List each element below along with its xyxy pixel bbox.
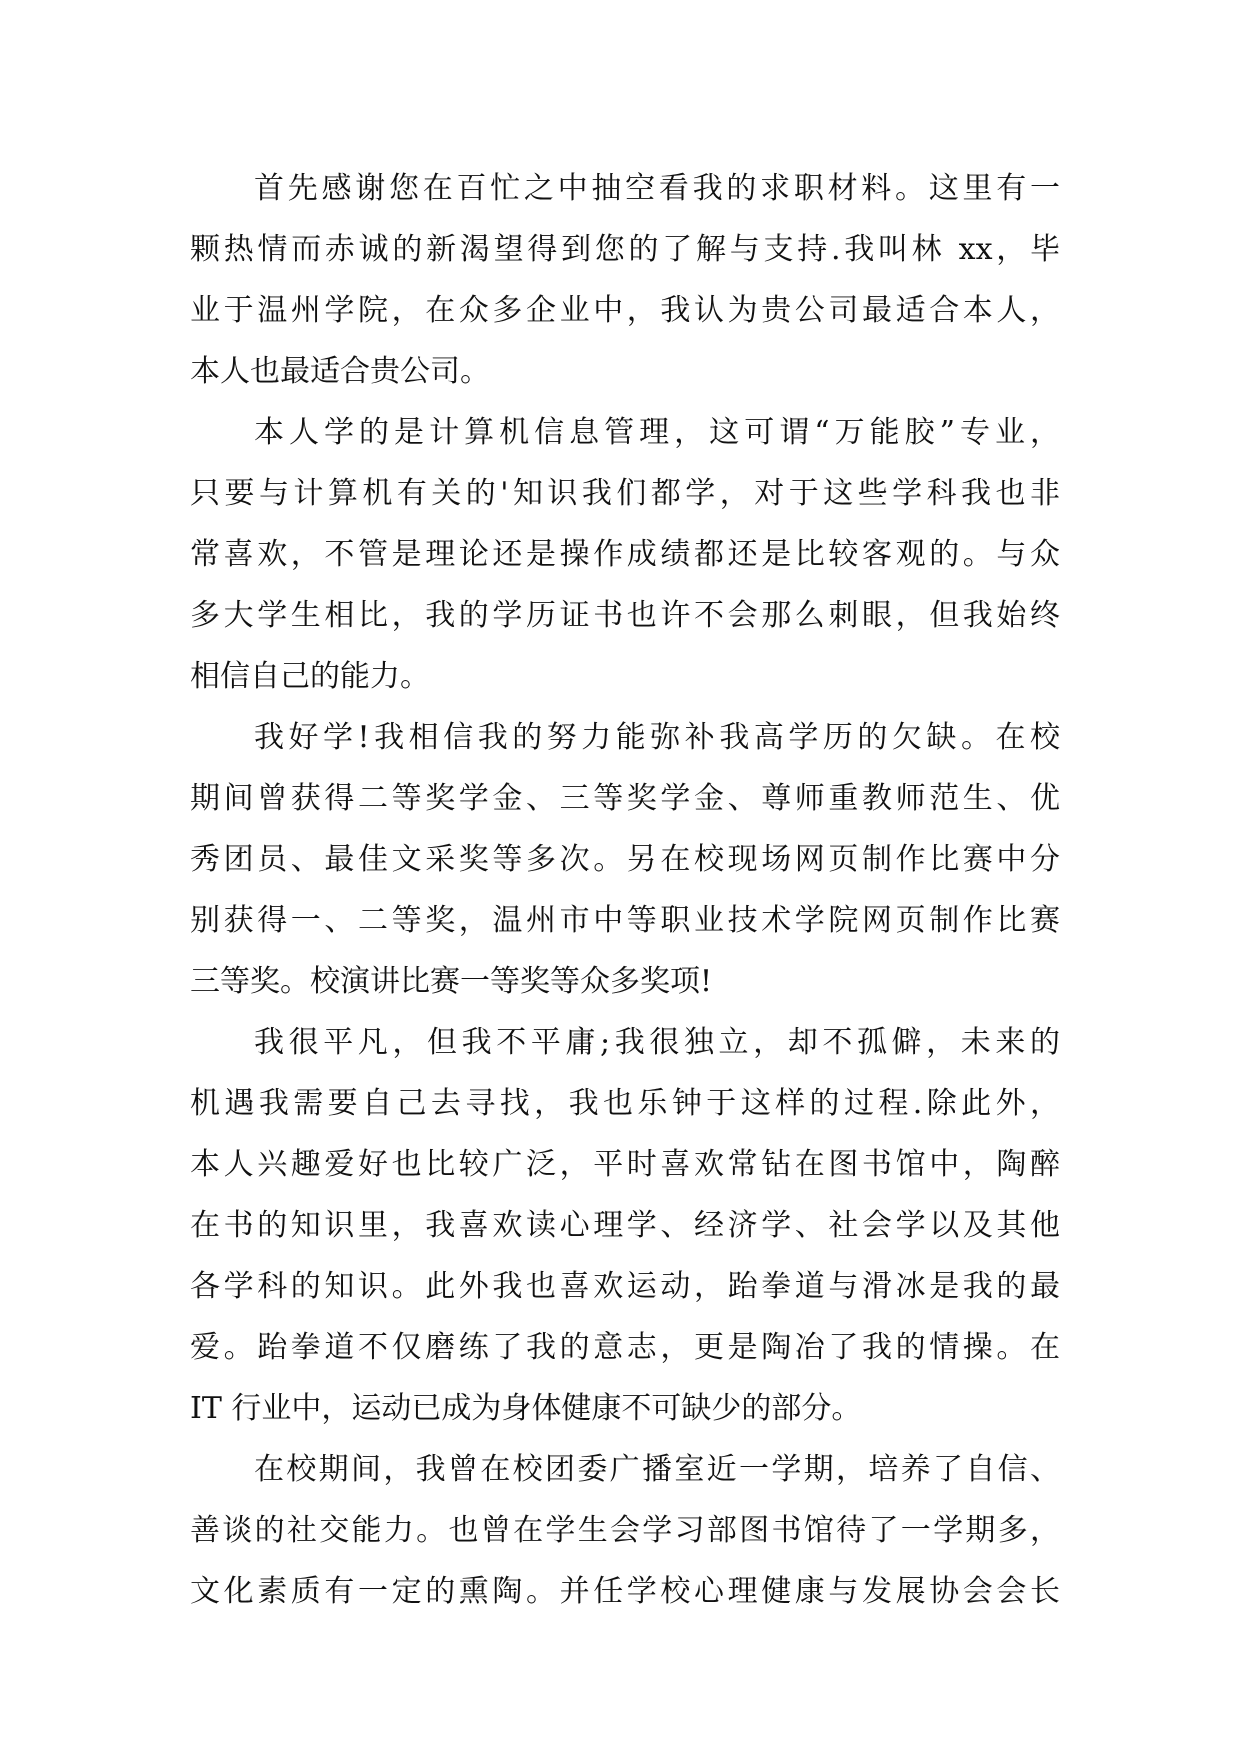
paragraph-1-line-2: 颗热情而赤诚的新渴望得到您的了解与支持.我叫林 xx，毕 [190,232,1060,267]
paragraph-4-line-4: 在书的知识里，我喜欢读心理学、经济学、社会学以及其他 [190,1208,1060,1243]
paragraph-3-line-3: 秀团员、最佳文采奖等多次。另在校现场网页制作比赛中分 [190,842,1060,877]
paragraph-4-line-6: 爱。跆拳道不仅磨练了我的意志，更是陶冶了我的情操。在 [190,1330,1060,1365]
paragraph-3-line-5: 三等奖。校演讲比赛一等奖等众多奖项! [190,964,713,999]
paragraph-1-line-3: 业于温州学院，在众多企业中，我认为贵公司最适合本人， [190,293,1060,328]
cover-letter-body [190,158,1060,1622]
paragraph-3-line-2: 期间曾获得二等奖学金、三等奖学金、尊师重教师范生、优 [190,781,1060,816]
paragraph-4-line-3: 本人兴趣爱好也比较广泛，平时喜欢常钻在图书馆中，陶醉 [190,1147,1060,1182]
paragraph-4-line-7: IT 行业中，运动已成为身体健康不可缺少的部分。 [190,1391,862,1426]
paragraph-5-line-1: 在校期间，我曾在校团委广播室近一学期，培养了自信、 [254,1452,1060,1487]
paragraph-2-line-4: 多大学生相比，我的学历证书也许不会那么刺眼，但我始终 [190,598,1060,633]
paragraph-2-line-5: 相信自己的能力。 [190,659,430,694]
paragraph-4-line-2: 机遇我需要自己去寻找，我也乐钟于这样的过程.除此外， [190,1086,1060,1121]
paragraph-1-line-4: 本人也最适合贵公司。 [190,354,490,389]
paragraph-5-line-2: 善谈的社交能力。也曾在学生会学习部图书馆待了一学期多， [190,1513,1060,1548]
paragraph-2-line-3: 常喜欢，不管是理论还是操作成绩都还是比较客观的。与众 [190,537,1060,572]
paragraph-2-line-1: 本人学的是计算机信息管理，这可谓“万能胶”专业， [254,415,1060,450]
paragraph-5-line-3: 文化素质有一定的熏陶。并任学校心理健康与发展协会会长 [190,1574,1060,1609]
paragraph-3-line-4: 别获得一、二等奖，温州市中等职业技术学院网页制作比赛 [190,903,1060,938]
paragraph-3-line-1: 我好学!我相信我的努力能弥补我高学历的欠缺。在校 [254,720,1060,755]
paragraph-4-line-1: 我很平凡，但我不平庸;我很独立，却不孤僻，未来的 [254,1025,1060,1060]
paragraph-1-line-1: 首先感谢您在百忙之中抽空看我的求职材料。这里有一 [254,171,1060,206]
paragraph-4-line-5: 各学科的知识。此外我也喜欢运动，跆拳道与滑冰是我的最 [190,1269,1060,1304]
paragraph-2-line-2: 只要与计算机有关的'知识我们都学，对于这些学科我也非 [190,476,1060,511]
